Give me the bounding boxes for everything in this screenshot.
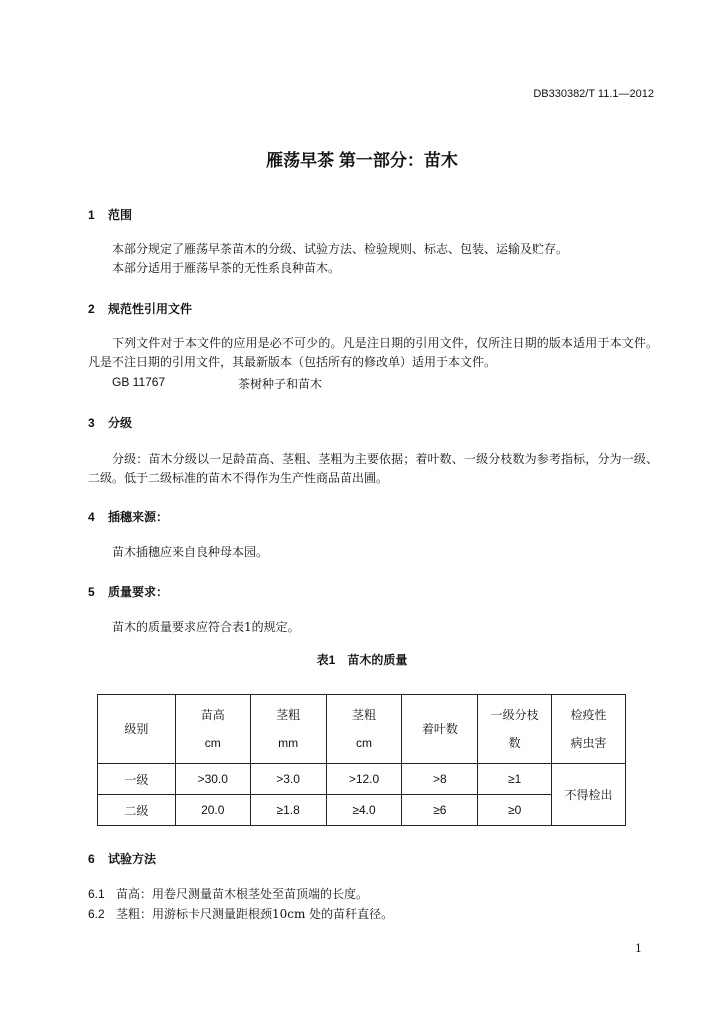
cell-stem-mm: >3.0 <box>250 764 326 795</box>
section-title: 试验方法 <box>108 852 157 866</box>
section-title: 规范性引用文件 <box>108 302 193 316</box>
header-branches: 一级分枝 数 <box>478 695 552 764</box>
scope-paragraph-1: 本部分规定了雁荡早茶苗木的分级、试验方法、检验规则、标志、包装、运输及贮存。 <box>112 242 569 256</box>
scope-paragraph-2: 本部分适用于雁荡早茶的无性系良种苗木。 <box>112 261 341 275</box>
cell-stem-cm: >12.0 <box>326 764 402 795</box>
method-number: 6.1 <box>88 887 105 901</box>
section-number: 4 <box>88 510 95 524</box>
cell-stem-mm: ≥1.8 <box>250 795 326 826</box>
reference-name: 茶树种子和苗木 <box>238 377 323 391</box>
section-title: 质量要求： <box>108 585 169 599</box>
cell-height: >30.0 <box>175 764 250 795</box>
section-number: 6 <box>88 852 95 866</box>
cell-height: 20.0 <box>175 795 250 826</box>
header-stem-cm: 茎粗 cm <box>326 695 402 764</box>
section-number: 3 <box>88 416 95 430</box>
method-text: 苗高：用卷尺测量苗木根茎处至苗顶端的长度。 <box>116 887 369 901</box>
table-row <box>98 795 626 826</box>
section-2-heading <box>88 300 192 317</box>
cell-quarantine: 不得检出 <box>552 764 626 826</box>
header-quarantine: 检疫性 病虫害 <box>552 695 626 764</box>
cell-grade: 一级 <box>98 764 176 795</box>
document-title: 雁荡早茶 第一部分：苗木 <box>266 151 458 170</box>
reference-code: GB 11767 <box>112 375 166 389</box>
quality-table <box>97 694 626 826</box>
standard-code: DB330382/T 11.1—2012 <box>533 88 654 100</box>
table-header-row <box>98 695 626 764</box>
header-leaves: 着叶数 <box>402 695 478 764</box>
section-5-heading <box>88 583 168 600</box>
section-number: 5 <box>88 585 95 599</box>
section-title: 插穗来源： <box>108 510 169 524</box>
method-number: 6.2 <box>88 907 105 921</box>
section-number: 2 <box>88 302 95 316</box>
cutting-source-paragraph: 苗木插穗应来自良种母本园。 <box>112 545 269 559</box>
page-number: 1 <box>635 942 642 955</box>
cell-branches: ≥1 <box>478 764 552 795</box>
quality-paragraph: 苗木的质量要求应符合表1的规定。 <box>112 620 300 634</box>
section-6-heading <box>88 850 156 867</box>
section-title: 范围 <box>108 208 133 222</box>
table-caption: 表1 苗木的质量 <box>316 653 408 667</box>
header-stem-mm: 茎粗 mm <box>250 695 326 764</box>
cell-leaves: >8 <box>402 764 478 795</box>
header-height: 苗高 cm <box>175 695 250 764</box>
header-grade: 级别 <box>98 695 176 764</box>
grading-paragraph: 分级：苗木分级以一足龄苗高、茎粗、茎粗为主要依据；着叶数、一级分枝数为参考指标，分为一级、二级。低于二级标准的苗木不得作为生产性商品苗出圃。 <box>88 452 658 485</box>
section-number: 1 <box>88 208 95 222</box>
method-item-6-1 <box>88 885 368 902</box>
references-paragraph: 下列文件对于本文件的应用是必不可少的。凡是注日期的引用文件，仅所注日期的版本适用于本文件。凡是不注日期的引用文件，其最新版本（包括所有的修改单）适用于本文件。 <box>88 336 658 369</box>
section-title: 分级 <box>108 416 133 430</box>
cell-leaves: ≥6 <box>402 795 478 826</box>
table-row <box>98 764 626 795</box>
section-1-heading <box>88 206 132 223</box>
cell-grade: 二级 <box>98 795 176 826</box>
method-text: 茎粗：用游标卡尺测量距根颈10cm 处的苗秆直径。 <box>116 907 394 921</box>
section-3-heading <box>88 414 132 431</box>
method-item-6-2 <box>88 905 393 922</box>
cell-stem-cm: ≥4.0 <box>326 795 402 826</box>
cell-branches: ≥0 <box>478 795 552 826</box>
section-4-heading <box>88 508 168 525</box>
